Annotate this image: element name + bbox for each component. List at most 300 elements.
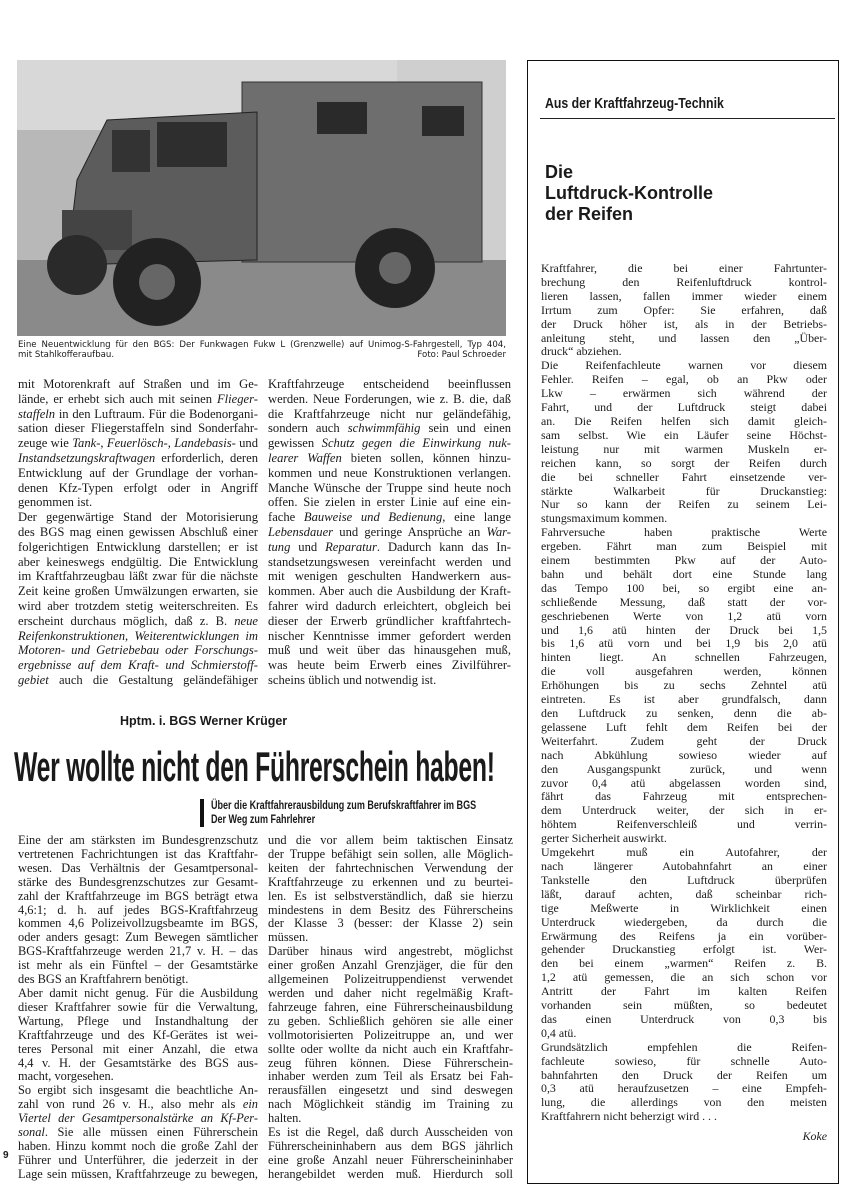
text-run: vollmotorisierten Polizeitruppe an, und wer bbox=[268, 1028, 513, 1042]
text-run: die bei schneller Fahrt einsetzende ver- bbox=[541, 470, 827, 484]
text-run: druck“ abziehen. bbox=[541, 345, 622, 359]
text-run: nach Abkühlung sowieso wieder auf bbox=[541, 748, 827, 762]
text-run: stärke des Bundesgrenzschutzes zur Gesamt- bbox=[18, 875, 258, 889]
text-run: bahn und behält dort eine Stunde lang bbox=[541, 567, 827, 581]
text-run: bis 1,6 atü vorn und bei 1,9 bis 2,0 atü bbox=[541, 637, 827, 651]
italic-text: Flieger- bbox=[216, 391, 258, 406]
text-run: wird aber trotzdem stetig weiterschreiten. Es bbox=[18, 598, 258, 613]
upper-column-2 bbox=[268, 377, 511, 688]
text-run: einer großen Anzahl Grenzjäger, die für den bbox=[268, 959, 513, 973]
text-run: dem Unterdruck weiter, der sich in er- bbox=[541, 804, 827, 818]
text-line bbox=[541, 790, 827, 804]
text-line bbox=[268, 1057, 513, 1071]
text-run: nischer Kenntnisse immer gefordert werden bbox=[268, 628, 511, 643]
text-run: bieten sollen, können hinzu- bbox=[341, 450, 511, 465]
text-run: Lkw – erwärmen sich während der bbox=[541, 387, 827, 401]
text-run: eine große Anzahl neuer Führerscheininhaber bbox=[268, 1153, 513, 1167]
text-line bbox=[18, 584, 258, 599]
sidebar-title-line: Luftdruck-Kontrolle bbox=[545, 183, 713, 203]
text-run: wesen. Das Verhältnis der Gesamtpersonal- bbox=[18, 861, 258, 875]
text-line bbox=[541, 874, 827, 888]
text-line bbox=[268, 629, 511, 644]
text-line bbox=[268, 931, 513, 945]
truck-photo-image bbox=[17, 60, 506, 336]
text-line bbox=[268, 673, 511, 688]
text-line bbox=[268, 1168, 513, 1182]
text-run: 4,4 v. H. der Gesamtstärke des BGS aus- bbox=[18, 1056, 258, 1070]
text-line bbox=[268, 876, 513, 890]
text-run: Lage sein müssen, Kraftfahrzeuge zu bewegen, bbox=[18, 1167, 258, 1181]
text-line bbox=[541, 318, 827, 332]
text-line bbox=[268, 510, 511, 525]
text-run: Fehler. Reifen – egal, ob an Pkw oder bbox=[541, 373, 827, 387]
text-run: scheins üblich und notwendig ist. bbox=[268, 672, 437, 687]
text-run: kommen. Aber auch die Ausbildung der Kraft- bbox=[268, 584, 511, 599]
text-line bbox=[541, 930, 827, 944]
text-line bbox=[18, 525, 258, 540]
text-line bbox=[541, 345, 827, 359]
text-line bbox=[268, 987, 513, 1001]
text-run: gewissen bbox=[268, 436, 322, 451]
text-line bbox=[541, 387, 827, 401]
page-number: 9 bbox=[3, 1150, 9, 1161]
text-line bbox=[541, 651, 827, 665]
text-line bbox=[541, 763, 827, 777]
text-line bbox=[268, 643, 511, 658]
sidebar-rubric: Aus der Kraftfahrzeug-Technik bbox=[545, 95, 724, 112]
text-run: Kraftfahrzeuge und des Kf-Gerätes ist wei- bbox=[18, 1028, 258, 1042]
sidebar-title-line: der Reifen bbox=[545, 204, 634, 224]
text-run: den Luftdruck zu senken, denn die ab- bbox=[541, 707, 827, 720]
text-run: allgemeinen Polizeitruppendienst verwendet bbox=[268, 973, 513, 987]
text-run: Der gegenwärtige Stand der Motorisierung bbox=[18, 510, 258, 525]
text-line bbox=[541, 1110, 827, 1124]
text-run: zahl von rund 26 v. H., also mehr als bbox=[18, 1098, 243, 1112]
text-line bbox=[268, 584, 511, 599]
text-run: zahl der Kraftfahrzeuge im BGS beträgt etwa bbox=[18, 889, 258, 903]
text-line bbox=[541, 485, 827, 499]
text-run: Fahrversuche haben praktische Werte bbox=[541, 526, 827, 540]
text-run: , bbox=[100, 436, 107, 451]
text-run: genommen ist. bbox=[18, 495, 93, 510]
text-run: teres Personal mit einer Anzahl, die etwa bbox=[18, 1042, 258, 1056]
text-line bbox=[541, 582, 827, 596]
text-line bbox=[541, 304, 827, 318]
caption-text-line2: mit Stahlkofferaufbau. bbox=[18, 349, 115, 360]
text-run: und 1,6 atü hinten der Druck bei 1,5 bbox=[541, 623, 827, 637]
text-run: sollte oder wollte da nicht auch ein Kraftfahr- bbox=[268, 1042, 513, 1056]
text-run: nach längerer Autobahnfahrt an einer bbox=[541, 859, 827, 873]
text-line bbox=[18, 510, 258, 525]
text-line bbox=[18, 377, 258, 392]
text-line bbox=[268, 959, 513, 973]
text-run: gehender Druckanstieg erfolgt ist. Wer- bbox=[541, 943, 827, 957]
text-run: einem bestimmten Pkw auf der Auto- bbox=[541, 554, 827, 568]
text-line bbox=[18, 1057, 258, 1071]
text-line bbox=[541, 1082, 827, 1096]
text-run: dieser der Erwerb gründlicher kraftfahrtech- bbox=[268, 613, 511, 628]
text-line bbox=[18, 569, 258, 584]
text-run: höhtem Reifenverschleiß und verrin- bbox=[541, 818, 827, 832]
text-line bbox=[18, 540, 258, 555]
text-run: hinten liegt. An schnellen Fahrzeugen, bbox=[541, 651, 827, 665]
text-line bbox=[541, 1027, 827, 1041]
italic-text: gebiet bbox=[18, 672, 49, 687]
text-run: Unterdruck wiedergeben, da durch die bbox=[541, 915, 827, 929]
italic-text: Bauweise und Bedienung bbox=[303, 510, 443, 525]
text-line bbox=[18, 481, 258, 496]
italic-text: Landebasis- bbox=[174, 436, 236, 451]
text-run: lung, die allerdings von den meisten bbox=[541, 1096, 827, 1110]
text-line bbox=[541, 679, 827, 693]
text-run: Grundsätzlich empfehlen die Reifen- bbox=[541, 1040, 827, 1054]
caption-text-line1: Eine Neuentwicklung für den BGS: Der Funkwagen Fukw L (Grenzwelle) auf Unimog-S-Fahrgestell, Typ 404, bbox=[18, 340, 506, 350]
text-line bbox=[18, 555, 258, 570]
text-run: offen. Sie zielen in erster Linie auf eine ein- bbox=[268, 495, 511, 510]
subhead-bar bbox=[200, 799, 204, 827]
text-line bbox=[18, 987, 258, 1001]
text-line bbox=[268, 377, 511, 392]
text-line bbox=[18, 904, 258, 918]
text-line bbox=[268, 1140, 513, 1154]
italic-text: ergebnisse auf dem Kraft- und Schmierstoff- bbox=[18, 658, 258, 673]
text-run: das einen Unterdruck von 0,3 bis bbox=[541, 1012, 827, 1026]
text-run: dieser Kraftfahrer sowie für die Verwaltung, bbox=[18, 1000, 258, 1014]
text-run: und die vor allem beim taktischen Einsatz bbox=[268, 834, 513, 847]
italic-text: Motoren- und Getriebebau oder Forschungs- bbox=[18, 643, 258, 658]
text-line bbox=[18, 1098, 258, 1112]
text-run: 1,2 atü gemessen, die an sich schon vor bbox=[541, 971, 827, 985]
text-line bbox=[541, 707, 827, 721]
text-run: im Kraftfahrzeugbau läßt zwar für die nächste bbox=[18, 569, 258, 584]
text-line bbox=[268, 848, 513, 862]
text-line bbox=[18, 834, 258, 848]
text-line bbox=[541, 1096, 827, 1110]
text-line bbox=[18, 848, 258, 862]
text-run: Darüber hinaus wird angestrebt, möglichst bbox=[268, 945, 513, 959]
italic-text: ein bbox=[242, 1098, 258, 1112]
lower-column-1 bbox=[18, 834, 258, 1182]
subhead-line2: Der Weg zum Fahrlehrer bbox=[211, 812, 316, 826]
text-line bbox=[268, 392, 511, 407]
text-run: Wartung, Pflege und Instandhaltung der bbox=[18, 1014, 258, 1028]
text-run: fährt das Fahrzeug mit entsprechen- bbox=[541, 790, 827, 804]
text-run: lände, er erhebt sich auch mit seinen bbox=[18, 391, 217, 406]
text-run: brechung den Reifenluftdruck kontrol- bbox=[541, 275, 827, 289]
text-line bbox=[541, 262, 827, 276]
text-run: Entwicklung auf der Grundlage der vorhan- bbox=[18, 465, 258, 480]
text-line bbox=[18, 629, 258, 644]
text-run: Kraftfahrern nicht beherzigt wird . . . bbox=[541, 1110, 717, 1124]
italic-text: Feuerlösch- bbox=[106, 436, 168, 451]
text-run: 0,4 atü. bbox=[541, 1026, 577, 1040]
italic-text: Schutz gegen die Einwirkung nuk- bbox=[321, 436, 511, 451]
subhead-line1: Über die Kraftfahrerausbildung zum Berufskraftfahrer im BGS bbox=[211, 798, 477, 812]
text-line bbox=[18, 1154, 258, 1168]
text-run: anleitung steht, und lassen den „Über- bbox=[541, 331, 827, 345]
text-run: macht, vorgesehen. bbox=[18, 1070, 114, 1084]
text-run: mit wenigen geschulten Handwerkern aus- bbox=[268, 569, 511, 584]
text-run: nach Möglichkeit ständig im Training zu bbox=[268, 1098, 513, 1112]
text-line bbox=[18, 436, 258, 451]
text-run: Kraftfahrer, die bei einer Fahrtunter- bbox=[541, 262, 827, 275]
text-run: sation dieser Fliegerstaffeln sind Sonderfahr- bbox=[18, 421, 258, 436]
text-run: sondern auch bbox=[268, 421, 348, 436]
italic-text: Instandsetzungskraftwagen bbox=[18, 450, 156, 465]
text-run: geschriebenen Werte von 1,2 atü vorn bbox=[541, 609, 827, 623]
text-run: len. Es ist selbstverständlich, daß sie hierzu bbox=[268, 889, 513, 903]
text-run: reichen kann, so sorgt der Reifen durch bbox=[541, 456, 827, 470]
text-line bbox=[541, 290, 827, 304]
article-subhead bbox=[211, 798, 476, 826]
photo-caption bbox=[18, 341, 506, 360]
text-line bbox=[541, 1013, 827, 1027]
text-line bbox=[268, 1043, 513, 1057]
text-line bbox=[268, 1098, 513, 1112]
text-line bbox=[541, 443, 827, 457]
text-line bbox=[541, 902, 827, 916]
text-line bbox=[18, 1084, 258, 1098]
text-run: den Ausgangspunkt zurück, und wenn bbox=[541, 762, 827, 776]
text-line bbox=[18, 421, 258, 436]
italic-text: tung bbox=[268, 539, 291, 554]
text-run: Zeit keine großen Umwälzungen erwarten, sie bbox=[18, 584, 258, 599]
text-line bbox=[268, 1126, 513, 1140]
text-line bbox=[18, 614, 258, 629]
text-line bbox=[268, 862, 513, 876]
text-line bbox=[541, 943, 827, 957]
text-run: der Druck höher ist, als in der Betriebs- bbox=[541, 317, 827, 331]
text-run: leistung nur mit warmen Muskeln er- bbox=[541, 442, 827, 456]
text-line bbox=[541, 512, 827, 526]
text-run: zeuge wie bbox=[18, 436, 73, 451]
text-run: inhaber werden zum Teil als Ersatz bei Fah- bbox=[268, 1070, 513, 1084]
text-run: Es ist die Regel, daß durch Ausscheiden von bbox=[268, 1126, 513, 1140]
text-run: kommen 4,6 Polizeivollzugsbeamte im BGS, bbox=[18, 917, 258, 931]
text-line bbox=[18, 673, 258, 688]
text-line bbox=[541, 624, 827, 638]
text-run: , bbox=[167, 436, 175, 451]
text-run: stärkte Walkarbeit für Druckanstieg: bbox=[541, 484, 827, 498]
text-line bbox=[268, 466, 511, 481]
text-run: fache bbox=[268, 510, 304, 525]
text-line bbox=[268, 1029, 513, 1043]
text-run: 0,3 atü heraufzusetzen – eine Empfeh- bbox=[541, 1082, 827, 1096]
text-line bbox=[541, 860, 827, 874]
text-line bbox=[268, 451, 511, 466]
text-run: rerausfällen eingesetzt und sind deswegen bbox=[268, 1084, 513, 1098]
text-run: herangebildet werden muß. Hierdurch soll bbox=[268, 1167, 513, 1181]
text-line bbox=[18, 959, 258, 973]
text-run: kommen und neue Konstruktionen verlangen. bbox=[268, 465, 511, 480]
text-line bbox=[541, 276, 827, 290]
text-run: der Klasse 3 (besser: der Klasse 2) sein bbox=[268, 917, 513, 931]
text-line bbox=[541, 999, 827, 1013]
text-run: halten. bbox=[268, 1112, 302, 1126]
text-line bbox=[268, 1001, 513, 1015]
lower-column-2 bbox=[268, 834, 513, 1182]
italic-text: sonal bbox=[18, 1126, 45, 1140]
text-run: Manche Wünsche der Truppe sind heute noch bbox=[268, 480, 511, 495]
text-line bbox=[18, 862, 258, 876]
text-run: auch die Gestaltung geländefähiger bbox=[48, 672, 258, 687]
text-line bbox=[268, 407, 511, 422]
italic-text: neue bbox=[234, 613, 258, 628]
text-line bbox=[541, 401, 827, 415]
text-line bbox=[541, 665, 827, 679]
text-line bbox=[268, 1070, 513, 1084]
text-line bbox=[268, 890, 513, 904]
text-line bbox=[541, 554, 827, 568]
text-run: BGS-Kraftfahrzeuge werden 21,7 v. H. – das bbox=[18, 945, 258, 959]
text-line bbox=[268, 569, 511, 584]
text-run: vorhanden sein müßten, so bedeutet bbox=[541, 999, 827, 1013]
text-run: gelassene Luft fehlt dem Reifen bei der bbox=[541, 720, 827, 734]
text-run: Kraftfahrzeuge zu erkennen und zu beurtei- bbox=[268, 875, 513, 889]
italic-text: learer Waffen bbox=[268, 450, 342, 465]
text-line bbox=[268, 540, 511, 555]
text-line bbox=[18, 876, 258, 890]
text-run: des BGS an Kraftfahrern benötigt. bbox=[18, 973, 189, 987]
text-line bbox=[541, 373, 827, 387]
text-line bbox=[18, 1168, 258, 1182]
text-run: haben. Hinzu kommt noch die große Zahl der bbox=[18, 1139, 258, 1153]
text-line bbox=[18, 1126, 258, 1140]
text-run: schließende Messung, daß statt der vor- bbox=[541, 595, 827, 609]
text-run: Aber damit nicht genug. Für die Ausbildung bbox=[18, 986, 258, 1000]
text-line bbox=[268, 834, 513, 848]
text-run: Irrtum zum Opfer: Sie erfahren, daß bbox=[541, 303, 827, 317]
italic-text: Reparatur bbox=[325, 539, 377, 554]
text-line bbox=[268, 525, 511, 540]
text-run: was heute beim Erwerb eines Zivilführer- bbox=[268, 658, 511, 673]
text-run: ist mehr als ein Fünftel – der Gesamtstärke bbox=[18, 959, 258, 973]
text-run: der Truppe befähigt sein sollen, alle Möglich- bbox=[268, 847, 513, 861]
text-run: in den Luftraum. Für die Bodenorgani- bbox=[55, 406, 258, 421]
text-run: . Dadurch kann das In- bbox=[376, 539, 511, 554]
text-run: fahrzeuge fahren, eine Führerscheinausbildung bbox=[268, 1000, 513, 1014]
text-line bbox=[541, 457, 827, 471]
article-author: Hptm. i. BGS Werner Krüger bbox=[120, 714, 288, 728]
text-line bbox=[18, 658, 258, 673]
rubric-divider bbox=[540, 118, 835, 119]
text-run: denen Kfz-Typen erfolgt oder in Angriff bbox=[18, 480, 258, 495]
text-line bbox=[541, 888, 827, 902]
upper-column-1 bbox=[18, 377, 258, 688]
text-line bbox=[18, 1070, 258, 1084]
article-headline: Wer wollte nicht den Führerschein haben! bbox=[14, 743, 495, 790]
text-line bbox=[18, 495, 258, 510]
text-run: gerter Sicherheit auswirkt. bbox=[541, 832, 667, 846]
text-run: Eine der am stärksten im Bundesgrenzschutz bbox=[18, 834, 258, 847]
text-run: Führerscheininhabern aus dem BGS jährlich bbox=[268, 1139, 513, 1153]
italic-text: Lebensdauer bbox=[268, 524, 334, 539]
text-line bbox=[18, 973, 258, 987]
text-run: ergeben. Fährt man zum Beispiel mit bbox=[541, 540, 827, 554]
text-run: zuvor 0,4 atü abgelassen worden sind, bbox=[541, 776, 827, 790]
text-line bbox=[541, 540, 827, 554]
text-line bbox=[541, 818, 827, 832]
text-run: läßt, darauf achten, daß scheinbar rich- bbox=[541, 887, 827, 901]
text-line bbox=[541, 735, 827, 749]
truck-photo bbox=[17, 60, 506, 336]
text-line bbox=[541, 804, 827, 818]
text-line bbox=[18, 1112, 258, 1126]
text-line bbox=[541, 332, 827, 346]
italic-text: staffeln bbox=[18, 406, 56, 421]
text-line bbox=[541, 749, 827, 763]
text-line bbox=[18, 917, 258, 931]
text-run: stungsmaximum kommen. bbox=[541, 512, 668, 526]
text-run: und bbox=[235, 436, 258, 451]
text-line bbox=[18, 451, 258, 466]
text-run: Führer und Unterführer, die jederzeit in der bbox=[18, 1153, 258, 1167]
text-line bbox=[541, 916, 827, 930]
text-line bbox=[268, 555, 511, 570]
text-run: zeug führen können. Diese Führerschein- bbox=[268, 1056, 513, 1070]
text-run: muß und weit über das hinausgehen muß, bbox=[268, 643, 511, 658]
text-line bbox=[541, 1041, 827, 1055]
text-run: Antritt der Fahrt im kalten Reifen bbox=[541, 985, 827, 999]
text-run: Nur so kann der Reifen zu seinem Lei- bbox=[541, 498, 827, 512]
text-line bbox=[541, 985, 827, 999]
text-line bbox=[541, 832, 827, 846]
text-run: Erhöhungen bis zu sechs Zehntel atü bbox=[541, 679, 827, 693]
text-line bbox=[541, 693, 827, 707]
text-run: sam selbst. Wie ein Läufer seine Höchst- bbox=[541, 428, 827, 442]
text-run: tige Meßwerte in Wirklichkeit einen bbox=[541, 901, 827, 915]
text-run: müssen. bbox=[268, 931, 309, 945]
text-run: und bbox=[290, 539, 326, 554]
text-line bbox=[268, 421, 511, 436]
text-line bbox=[541, 359, 827, 373]
text-run: Tankstelle den Luftdruck überprüfen bbox=[541, 873, 827, 887]
text-run: den bei einem „warmen“ Reifen z. B. bbox=[541, 957, 827, 971]
text-run: mindestens in dem Besitz des Führerscheins bbox=[268, 903, 513, 917]
text-run: keiten der fahrtechnischen Verwendung der bbox=[268, 861, 513, 875]
text-line bbox=[541, 957, 827, 971]
text-run: Weiterfahrt. Zudem geht der Druck bbox=[541, 734, 827, 748]
text-line bbox=[541, 429, 827, 443]
text-run: werden. Neue Forderungen, wie z. B. die, daß bbox=[268, 391, 511, 406]
text-line bbox=[18, 643, 258, 658]
text-line bbox=[268, 495, 511, 510]
text-line bbox=[18, 931, 258, 945]
text-line bbox=[541, 637, 827, 651]
text-line bbox=[268, 481, 511, 496]
text-line bbox=[268, 1154, 513, 1168]
text-line bbox=[541, 1055, 827, 1069]
text-run: Umgekehrt muß ein Autofahrer, der bbox=[541, 846, 827, 860]
text-run: sein und einen bbox=[420, 421, 511, 436]
text-run: die voll ausgefahren werden, können bbox=[541, 665, 827, 679]
text-run: des BGS mag einen gewissen Abschluß einer bbox=[18, 524, 258, 539]
text-line bbox=[541, 415, 827, 429]
text-run: So ergibt sich insgesamt die beachtliche An- bbox=[18, 1084, 258, 1098]
text-run: , eine lange bbox=[442, 510, 511, 525]
text-run: folgerichtigen Entwicklung darstellen; er ist bbox=[18, 539, 258, 554]
text-run: lieren lassen, fallen immer wieder einem bbox=[541, 289, 827, 303]
text-line bbox=[18, 466, 258, 481]
text-line bbox=[541, 971, 827, 985]
text-run: . Sie alle müssen einen Führerschein bbox=[44, 1126, 258, 1140]
text-line bbox=[268, 973, 513, 987]
text-run: fahrer wird dadurch erleichtert, obgleich bei bbox=[268, 598, 511, 613]
text-line bbox=[268, 436, 511, 451]
text-run: oder anders gesagt: Zum Bewegen sämtlicher bbox=[18, 931, 258, 945]
text-line bbox=[541, 1069, 827, 1083]
text-line bbox=[268, 917, 513, 931]
